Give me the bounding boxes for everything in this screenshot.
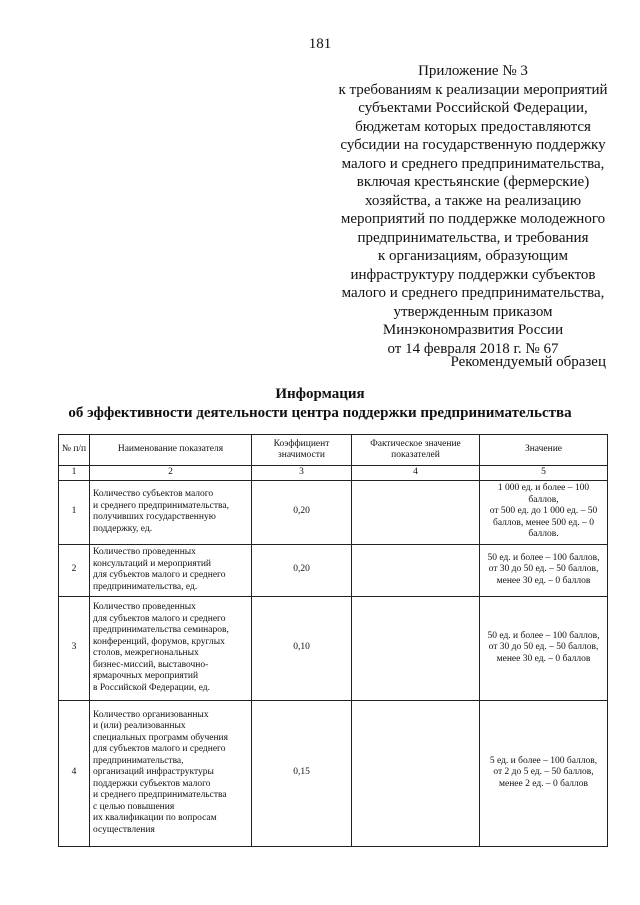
scoring-value-line: 50 ед. и более – 100 баллов, — [487, 630, 600, 641]
indicator-name-line: их квалификации по вопросам — [93, 813, 217, 824]
scoring-value — [480, 700, 608, 846]
appendix-line: предпринимательства, и требования — [357, 229, 589, 246]
indicator-name-line: и среднего предпринимательства — [93, 790, 227, 801]
header-value: Значение — [480, 435, 608, 466]
significance-coefficient: 0,20 — [252, 480, 352, 544]
significance-coefficient: 0,15 — [252, 700, 352, 846]
indicator-name-line: бизнес-миссий, выставочно- — [93, 659, 209, 670]
scoring-value-line: от 30 до 50 ед. – 50 баллов, — [488, 642, 599, 653]
indicator-name-line: Количество проведенных — [93, 602, 196, 612]
appendix-line: хозяйства, а также на реализацию — [364, 192, 582, 209]
indicator-name — [90, 596, 252, 700]
indicator-name-line: специальных программ обучения — [93, 732, 228, 743]
scoring-value-line: баллов. — [528, 529, 559, 540]
indicator-name-line: и среднего предпринимательства, — [93, 500, 229, 511]
header-name: Наименование показателя — [90, 435, 252, 466]
scoring-value-line: менее 2 ед. – 0 баллов — [498, 778, 589, 789]
document-title — [0, 385, 640, 423]
indicator-name-line: для субъектов малого и среднего — [93, 613, 226, 624]
indicator-name-line: для субъектов малого и среднего — [93, 570, 226, 580]
appendix-line: малого и среднего предпринимательства, — [341, 285, 605, 301]
appendix-line: субъектами Российской Федерации, — [358, 100, 588, 116]
indicator-name-line: предпринимательства, — [93, 755, 184, 766]
appendix-line: бюджетам которых предоставляются — [355, 118, 591, 135]
scoring-value-line: от 500 ед. до 1 000 ед. – 50 — [489, 506, 598, 517]
scoring-value-line: от 30 до 50 ед. – 50 баллов, — [488, 564, 599, 575]
indicator-name-line: с целью повышения — [93, 801, 175, 812]
actual-value-cell — [352, 480, 480, 544]
page-number: 181 — [308, 36, 332, 52]
appendix-line: к организациям, образующим — [377, 248, 569, 264]
table-row — [59, 544, 608, 596]
appendix-line: Приложение № 3 — [418, 63, 528, 79]
column-index: 5 — [480, 466, 608, 481]
row-number: 1 — [59, 480, 90, 544]
scoring-value-line: 1 000 ед. и более – 100 — [497, 483, 590, 494]
significance-coefficient: 0,20 — [252, 544, 352, 596]
row-number: 4 — [59, 700, 90, 846]
table-row — [59, 596, 608, 700]
scoring-value-line: баллов, менее 500 ед. – 0 — [493, 517, 594, 528]
appendix-line: к требованиям к реализации мероприятий — [338, 81, 608, 98]
indicator-name — [90, 700, 252, 846]
indicator-name-line: в Российской Федерации, ед. — [93, 682, 210, 693]
indicator-name-line: организаций инфраструктуры — [93, 767, 214, 778]
recommended-sample-label: Рекомендуемый образец — [450, 354, 606, 370]
indicator-name-line: Количество проведенных — [93, 547, 196, 557]
indicator-name-line: поддержку, ед. — [93, 523, 153, 534]
title-line-2: об эффективности деятельности центра поддержки предпринимательства — [68, 405, 572, 421]
indicator-name-line: предпринимательства семинаров, — [93, 625, 229, 635]
header-fact: Фактическое значение показателей — [352, 435, 480, 466]
indicator-name-line: ярмарочных мероприятий — [93, 671, 199, 681]
indicator-name-line: предпринимательства, ед. — [93, 581, 198, 592]
table-row — [59, 700, 608, 846]
actual-value-cell — [352, 596, 480, 700]
indicator-name-line: получивших государственную — [93, 512, 216, 522]
column-index: 4 — [352, 466, 480, 481]
indicator-name-line: столов, межрегиональных — [93, 648, 199, 658]
appendix-line: инфраструктуру поддержки субъектов — [350, 266, 596, 283]
header-num: № п/п — [59, 435, 90, 466]
column-index: 3 — [252, 466, 352, 481]
appendix-line: малого и среднего предпринимательства, — [341, 155, 605, 172]
indicator-name-line: конференций, форумов, круглых — [93, 636, 225, 647]
appendix-line: от 14 февраля 2018 г. № 67 — [387, 340, 559, 357]
scoring-value-line: менее 30 ед. – 0 баллов — [496, 575, 591, 586]
title-line-1: Информация — [275, 386, 365, 402]
appendix-line: утвержденным приказом — [393, 303, 553, 320]
indicator-name-line: поддержки субъектов малого — [93, 778, 211, 789]
table-row — [59, 480, 608, 544]
scoring-value-line: от 2 до 5 ед. – 50 баллов, — [493, 767, 594, 778]
row-number: 3 — [59, 596, 90, 700]
scoring-value-line: 5 ед. и более – 100 баллов, — [489, 755, 598, 766]
appendix-line: мероприятий по поддержке молодежного — [340, 211, 606, 227]
indicator-name-line: для субъектов малого и среднего — [93, 744, 226, 755]
row-number: 2 — [59, 544, 90, 596]
appendix-header — [318, 62, 628, 358]
significance-coefficient: 0,10 — [252, 596, 352, 700]
indicator-name-line: осуществления — [93, 824, 155, 835]
column-index-row — [59, 466, 608, 481]
table-header-row — [59, 435, 608, 466]
indicator-name-line: Количество организованных — [93, 709, 209, 720]
column-index: 1 — [59, 466, 90, 481]
indicator-name-line: консультаций и мероприятий — [93, 558, 212, 569]
indicator-name-line: Количество субъектов малого — [93, 489, 214, 499]
appendix-line: субсидии на государственную поддержку — [340, 137, 606, 153]
indicator-name-line: и (или) реализованных — [93, 721, 186, 732]
scoring-value — [480, 480, 608, 544]
indicator-name — [90, 544, 252, 596]
scoring-value — [480, 544, 608, 596]
indicator-name — [90, 480, 252, 544]
column-index: 2 — [90, 466, 252, 481]
appendix-line: включая крестьянские (фермерские) — [356, 174, 590, 190]
actual-value-cell — [352, 544, 480, 596]
scoring-value — [480, 596, 608, 700]
appendix-line: Минэкономразвития России — [382, 322, 564, 338]
scoring-value-line: менее 30 ед. – 0 баллов — [496, 653, 591, 664]
scoring-value-line: 50 ед. и более – 100 баллов, — [487, 552, 600, 563]
actual-value-cell — [352, 700, 480, 846]
indicators-table — [58, 434, 608, 847]
scoring-value-line: баллов, — [528, 494, 559, 505]
header-coef: Коэффициент значимости — [252, 435, 352, 466]
